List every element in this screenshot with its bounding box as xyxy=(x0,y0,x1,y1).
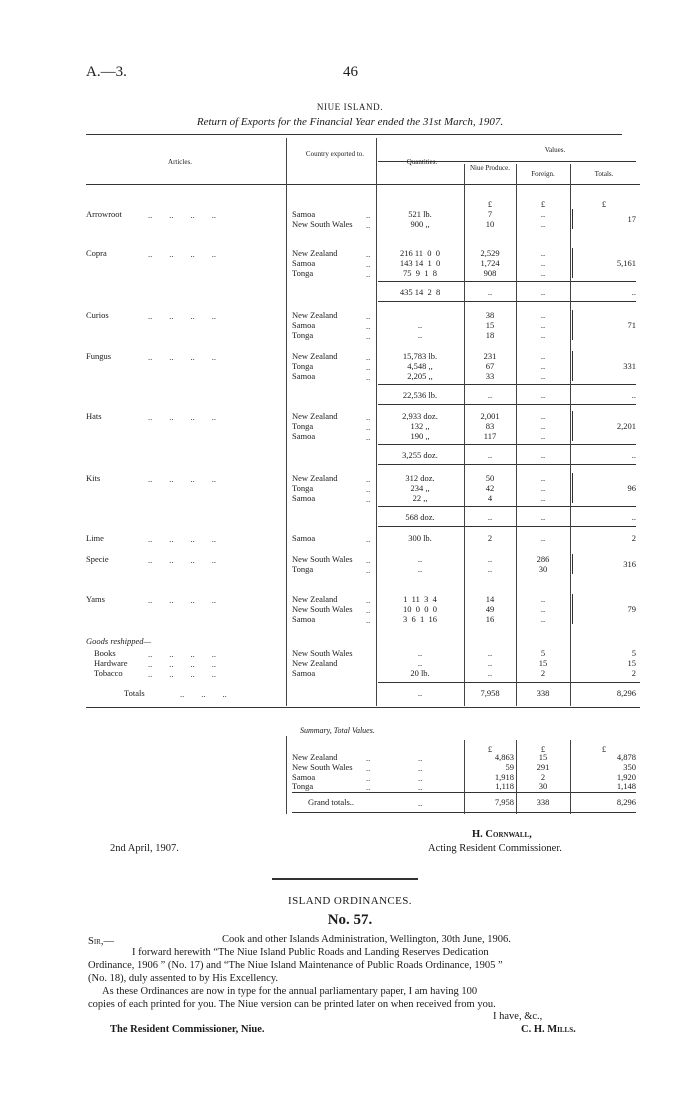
quantity-value: 521 lb. xyxy=(408,209,432,219)
leader-dots: .. .. .. .. xyxy=(148,669,216,679)
column-header-articles: Articles. xyxy=(168,158,192,166)
summary-niue: 1,918 xyxy=(494,771,514,782)
leader-dots: .. xyxy=(366,432,371,442)
country-name: Samoa xyxy=(292,533,316,543)
article-name: Specie xyxy=(86,554,109,564)
foreign-value: 15 xyxy=(538,658,548,668)
quantity-value: .. xyxy=(417,564,423,574)
foreign-value: .. xyxy=(540,473,546,483)
foreign-value: .. xyxy=(540,209,546,219)
niue-value: 16 xyxy=(485,614,495,624)
foreign-value: .. xyxy=(540,483,546,493)
leader-dots: .. .. .. .. xyxy=(148,555,216,565)
row-total: 316 xyxy=(623,559,636,569)
subtotal-rule xyxy=(378,506,636,507)
quantity-value: 234 ,, xyxy=(410,483,430,493)
column-rule xyxy=(286,138,287,706)
row-total: 15 xyxy=(627,658,636,668)
summary-total: 1,148 xyxy=(616,781,636,792)
section-divider xyxy=(272,878,418,880)
quantity-value: 22 ,, xyxy=(412,493,428,503)
quantity-value: 75 9 1 8 xyxy=(403,268,437,278)
country-name: Samoa xyxy=(292,431,316,441)
foreign-value: 30 xyxy=(538,564,548,574)
column-rule xyxy=(570,740,571,814)
article-name: Lime xyxy=(86,533,104,543)
subtotal-niue: .. xyxy=(487,287,493,297)
quantity-value: .. xyxy=(417,658,423,668)
summary-total: 350 xyxy=(623,761,636,772)
currency-symbol: £ xyxy=(601,199,607,209)
foreign-value: .. xyxy=(540,219,546,229)
subtotal-total: .. xyxy=(631,512,636,522)
quantity-value: 900 ,, xyxy=(410,219,430,229)
leader-dots: .. xyxy=(366,753,371,763)
leader-dots: .. xyxy=(366,615,371,625)
leader-dots: .. xyxy=(366,352,371,362)
header-rule-top xyxy=(86,134,622,135)
country-name: Tonga xyxy=(292,361,314,371)
table-bottom-rule xyxy=(86,707,640,708)
foreign-value: .. xyxy=(540,330,546,340)
country-name: New South Wales xyxy=(292,554,353,564)
subtotal-quantity: 22,536 lb. xyxy=(402,390,438,400)
quantity-value: 2,933 doz. xyxy=(402,411,438,421)
column-header-totals: Totals. xyxy=(594,170,614,178)
subtotal-foreign: .. xyxy=(540,450,546,460)
leader-dots: .. .. .. .. xyxy=(148,412,216,422)
totals-quantity: .. xyxy=(417,688,423,698)
country-name: Tonga xyxy=(292,483,314,493)
quantity-value: 190 ,, xyxy=(410,431,430,441)
country-name: Tonga xyxy=(292,564,314,574)
foreign-value: 2 xyxy=(540,668,546,678)
niue-value: 4 xyxy=(487,493,493,503)
foreign-value: .. xyxy=(540,431,546,441)
column-rule xyxy=(376,138,377,706)
niue-value: .. xyxy=(487,668,493,678)
leader-dots: .. .. .. .. xyxy=(148,210,216,220)
country-name: Samoa xyxy=(292,493,316,503)
niue-value: 1,724 xyxy=(480,258,500,268)
country-name: New South Wales xyxy=(292,648,353,658)
quantity-value: 143 14 1 0 xyxy=(399,258,441,268)
currency-symbol: £ xyxy=(601,744,607,754)
signature-title: Acting Resident Commissioner. xyxy=(428,843,562,854)
reshipped-heading: Goods reshipped— xyxy=(86,636,152,646)
leader-dots: .. xyxy=(366,605,371,615)
country-name: New Zealand xyxy=(292,351,338,361)
subtotal-foreign: .. xyxy=(540,287,546,297)
niue-value: 49 xyxy=(485,604,495,614)
quantity-value: 15,783 lb. xyxy=(402,351,438,361)
niue-value: 117 xyxy=(483,431,497,441)
leader-dots: .. xyxy=(366,555,371,565)
niue-value: 18 xyxy=(485,330,495,340)
country-name: New Zealand xyxy=(292,411,338,421)
foreign-value: .. xyxy=(540,594,546,604)
para1-line: (No. 18), duly assented to by His Excellency. xyxy=(88,973,279,984)
row-total: 17 xyxy=(627,214,636,224)
niue-value: 231 xyxy=(483,351,497,361)
summary-niue: 1,118 xyxy=(495,781,514,792)
foreign-value: 286 xyxy=(536,554,550,564)
leader-dots: .. xyxy=(366,494,371,504)
subtotal-total: .. xyxy=(631,390,636,400)
leader-dots: .. .. .. .. xyxy=(148,352,216,362)
column-rule xyxy=(464,740,465,814)
article-name: Arrowroot xyxy=(86,209,122,219)
summary-total: 4,878 xyxy=(616,752,636,762)
foreign-value: .. xyxy=(540,533,546,543)
subtotal-rule xyxy=(378,384,636,385)
quantity-value: 4,548 ,, xyxy=(407,361,433,371)
row-total: 2,201 xyxy=(616,421,636,431)
leader-dots: .. xyxy=(418,753,423,763)
country-name: New Zealand xyxy=(292,473,338,483)
quantity-value: 300 lb. xyxy=(408,533,432,543)
country-name: Tonga xyxy=(292,330,314,340)
summary-country: Samoa xyxy=(292,771,316,782)
leader-dots: .. xyxy=(366,422,371,432)
row-total: 2 xyxy=(631,533,636,543)
country-name: New South Wales xyxy=(292,219,353,229)
leader-dots: .. xyxy=(418,782,423,793)
country-name: Tonga xyxy=(292,268,314,278)
column-rule xyxy=(464,164,465,706)
leader-dots: .. .. .. .. xyxy=(148,649,216,659)
leader-dots: .. .. .. .. xyxy=(148,659,216,669)
column-rule xyxy=(516,164,517,706)
foreign-value: .. xyxy=(540,604,546,614)
section-title: NIUE ISLAND. xyxy=(316,102,384,112)
currency-symbol: £ xyxy=(487,199,493,209)
country-name: New South Wales xyxy=(292,604,353,614)
table-title: Return of Exports for the Financial Year ended the 31st March, 1907. xyxy=(196,116,504,128)
foreign-value: .. xyxy=(540,361,546,371)
leader-dots: .. xyxy=(366,362,371,372)
summary-foreign: 2 xyxy=(540,771,546,782)
niue-value: 10 xyxy=(485,219,495,229)
leader-dots: .. xyxy=(366,565,371,575)
foreign-value: .. xyxy=(540,421,546,431)
leader-dots: .. .. .. xyxy=(180,689,227,699)
summary-country: New Zealand xyxy=(292,752,338,762)
niue-value: 7 xyxy=(487,209,493,219)
niue-value: .. xyxy=(487,658,493,668)
column-header-foreign: Foreign. xyxy=(531,170,555,178)
row-total: 331 xyxy=(623,361,636,371)
letter-signer: C. H. Mills. xyxy=(521,1024,576,1035)
leader-dots: .. xyxy=(366,782,371,793)
country-name: Samoa xyxy=(292,320,316,330)
niue-value: 15 xyxy=(485,320,495,330)
foreign-value: .. xyxy=(540,351,546,361)
country-name: Tonga xyxy=(292,421,314,431)
column-header-values: Values. xyxy=(544,146,566,154)
column-rule xyxy=(516,740,517,814)
quantity-value: .. xyxy=(417,330,423,340)
country-name: New Zealand xyxy=(292,310,338,320)
grand-foreign: 338 xyxy=(536,797,550,807)
ordinances-heading: ISLAND ORDINANCES. xyxy=(288,895,412,907)
foreign-value: .. xyxy=(540,320,546,330)
subtotal-quantity: 435 14 2 8 xyxy=(399,287,441,297)
summary-foreign: 15 xyxy=(538,752,548,762)
subtotal-quantity: 568 doz. xyxy=(405,512,435,522)
niue-value: 908 xyxy=(483,268,497,278)
subtotal-niue: .. xyxy=(487,450,493,460)
article-name: Hats xyxy=(86,411,102,421)
subtotal-rule xyxy=(378,526,636,527)
foreign-value: .. xyxy=(540,614,546,624)
summary-foreign: 30 xyxy=(538,781,548,792)
leader-dots: .. .. .. .. xyxy=(148,311,216,321)
niue-value: .. xyxy=(487,648,493,658)
country-name: Samoa xyxy=(292,668,316,678)
niue-value: 2 xyxy=(487,533,493,543)
country-name: New Zealand xyxy=(292,248,338,258)
page-number: 46 xyxy=(343,64,358,80)
salutation: Sir,— xyxy=(88,936,114,947)
leader-dots: .. .. .. .. xyxy=(148,534,216,544)
niue-value: 2,529 xyxy=(480,248,500,258)
subtotal-foreign: .. xyxy=(540,390,546,400)
country-name: New Zealand xyxy=(292,658,338,668)
para2-line: As these Ordinances are now in type for the annual parliamentary paper, I am having 100 xyxy=(102,986,478,997)
column-rule xyxy=(570,164,571,706)
article-name: Curios xyxy=(86,310,109,320)
column-header-country: Country exported to. xyxy=(305,150,365,158)
foreign-value: .. xyxy=(540,371,546,381)
summary-country: New South Wales xyxy=(292,761,353,772)
leader-dots: .. xyxy=(418,798,423,808)
row-total: 5 xyxy=(631,648,636,658)
leader-dots: .. xyxy=(366,762,371,773)
subtotal-niue: .. xyxy=(487,512,493,522)
leader-dots: .. xyxy=(418,772,423,783)
foreign-value: .. xyxy=(540,493,546,503)
quantity-value: 132 ,, xyxy=(410,421,430,431)
letter-recipient: The Resident Commissioner, Niue. xyxy=(110,1024,265,1035)
letter-paragraph-1 xyxy=(88,946,623,985)
currency-symbol: £ xyxy=(540,744,546,754)
niue-value: 14 xyxy=(485,594,495,604)
leader-dots: .. xyxy=(366,484,371,494)
foreign-value: .. xyxy=(540,268,546,278)
subtotal-rule xyxy=(378,404,636,405)
leader-dots: .. xyxy=(366,372,371,382)
niue-value: 38 xyxy=(485,310,495,320)
leader-dots: .. xyxy=(366,210,371,220)
foreign-value: 5 xyxy=(540,648,546,658)
leader-dots: .. xyxy=(366,331,371,341)
summary-foreign: 291 xyxy=(536,761,550,772)
niue-value: .. xyxy=(487,554,493,564)
currency-symbol: £ xyxy=(540,199,546,209)
country-name: Samoa xyxy=(292,258,316,268)
column-header-niue: Niue Produce. xyxy=(469,164,511,172)
row-total: 79 xyxy=(627,604,636,614)
reshipped-article: Tobacco xyxy=(94,668,123,678)
row-total: 5,161 xyxy=(616,258,636,268)
totals-total: 8,296 xyxy=(616,688,636,698)
signature-date: 2nd April, 1907. xyxy=(110,843,179,854)
foreign-value: .. xyxy=(540,411,546,421)
summary-heading: Summary, Total Values. xyxy=(300,726,375,735)
grand-total: 8,296 xyxy=(616,797,636,807)
niue-value: 50 xyxy=(485,473,495,483)
totals-niue: 7,958 xyxy=(480,688,500,698)
column-rule xyxy=(286,736,287,814)
summary-niue: 59 xyxy=(505,761,514,772)
reshipped-article: Hardware xyxy=(94,658,128,668)
niue-value: 2,001 xyxy=(480,411,500,421)
document-reference: A.—3. xyxy=(86,64,127,80)
niue-value: 83 xyxy=(485,421,495,431)
quantity-value: 216 11 0 0 xyxy=(399,248,441,258)
leader-dots: .. xyxy=(366,474,371,484)
column-header-quantities: Quantities. xyxy=(406,158,438,166)
quantity-value: 312 doz. xyxy=(405,473,435,483)
signature-name: H. Cornwall, xyxy=(472,829,532,840)
subtotal-rule xyxy=(378,444,636,445)
quantity-value: 10 0 0 0 xyxy=(403,604,437,614)
leader-dots: .. xyxy=(366,259,371,269)
leader-dots: .. xyxy=(366,321,371,331)
para1-line: Ordinance, 1906 ” (No. 17) and “The Niue Island Maintenance of Public Roads Ordinance, 1905 ” xyxy=(88,960,503,971)
leader-dots: .. .. .. .. xyxy=(148,595,216,605)
leader-dots: .. xyxy=(366,249,371,259)
subtotal-rule xyxy=(378,301,636,302)
row-total: 96 xyxy=(627,483,636,493)
leader-dots: .. xyxy=(366,412,371,422)
totals-label: Totals xyxy=(124,688,145,698)
subtotal-quantity: 3,255 doz. xyxy=(402,450,438,460)
leader-dots: .. xyxy=(366,220,371,230)
subtotal-niue: .. xyxy=(487,390,493,400)
article-name: Kits xyxy=(86,473,101,483)
letter-paragraph-2 xyxy=(88,985,628,1011)
row-total: 2 xyxy=(631,668,636,678)
grand-totals-label: Grand totals.. xyxy=(308,797,355,807)
country-name: New Zealand xyxy=(292,594,338,604)
subtotal-rule xyxy=(378,281,636,282)
currency-symbol: £ xyxy=(487,744,493,754)
leader-dots: .. .. .. .. xyxy=(148,249,216,259)
totals-foreign: 338 xyxy=(536,688,550,698)
country-name: Samoa xyxy=(292,209,316,219)
para2-line: copies of each printed for you. The Niue version can be printed later on when received from you. xyxy=(88,999,496,1010)
summary-total: 1,920 xyxy=(616,771,636,782)
article-name: Copra xyxy=(86,248,107,258)
article-name: Fungus xyxy=(86,351,112,361)
leader-dots: .. xyxy=(366,534,371,544)
ordinance-number: No. 57. xyxy=(327,912,373,928)
subtotal-total: .. xyxy=(631,450,636,460)
grand-niue: 7,958 xyxy=(494,797,514,807)
country-name: Samoa xyxy=(292,371,316,381)
leader-dots: .. xyxy=(366,269,371,279)
leader-dots: .. xyxy=(366,311,371,321)
quantity-value: .. xyxy=(417,320,423,330)
summary-niue: 4,863 xyxy=(494,752,514,762)
letter-address: Cook and other Islands Administration, Wellington, 30th June, 1906. xyxy=(222,934,511,945)
subtotal-foreign: .. xyxy=(540,512,546,522)
leader-dots: .. xyxy=(366,772,371,783)
quantity-value: .. xyxy=(417,648,423,658)
subtotal-total: .. xyxy=(631,287,636,297)
niue-value: 33 xyxy=(485,371,495,381)
leader-dots: .. xyxy=(418,762,423,773)
quantity-value: .. xyxy=(417,554,423,564)
para1-line: I forward herewith “The Niue Island Public Roads and Landing Reserves Dedication xyxy=(132,947,489,958)
leader-dots: .. xyxy=(366,595,371,605)
header-rule-bottom xyxy=(86,184,640,185)
reshipped-article: Books xyxy=(94,648,116,658)
totals-rule xyxy=(378,682,640,683)
subtotal-rule xyxy=(378,464,636,465)
niue-value: .. xyxy=(487,564,493,574)
quantity-value: 2,205 ,, xyxy=(407,371,433,381)
foreign-value: .. xyxy=(540,248,546,258)
summary-country: Tonga xyxy=(292,781,314,792)
quantity-value: 20 lb. xyxy=(410,668,430,678)
row-total: 71 xyxy=(627,320,636,330)
letter-closing: I have, &c., xyxy=(493,1011,543,1022)
niue-value: 67 xyxy=(485,361,495,371)
niue-value: 42 xyxy=(485,483,495,493)
foreign-value: .. xyxy=(540,310,546,320)
foreign-value: .. xyxy=(540,258,546,268)
leader-dots: .. .. .. .. xyxy=(148,474,216,484)
quantity-value: 3 6 1 16 xyxy=(403,614,437,624)
country-name: Samoa xyxy=(292,614,316,624)
article-name: Yams xyxy=(86,594,105,604)
quantity-value: 1 11 3 4 xyxy=(403,594,437,604)
